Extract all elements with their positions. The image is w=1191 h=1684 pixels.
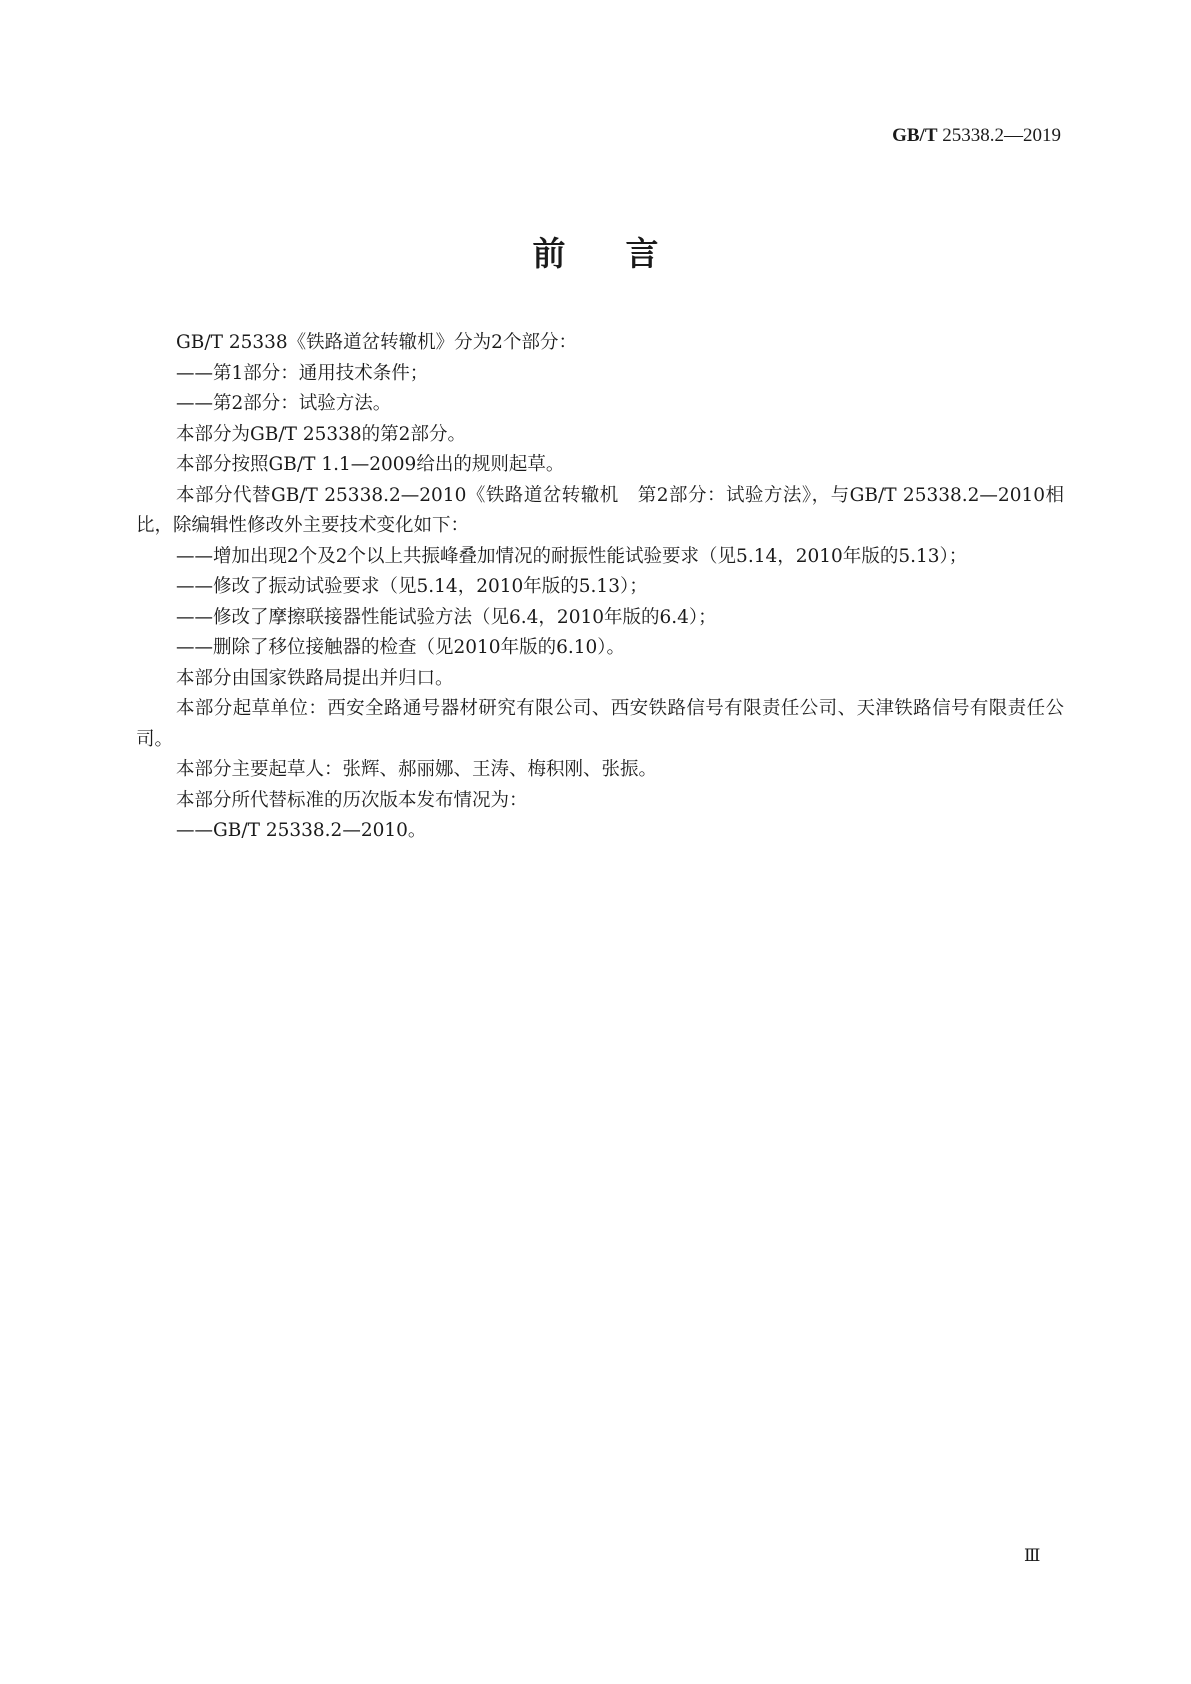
paragraph-this-part: 本部分为GB/T 25338的第2部分。 — [176, 423, 466, 445]
list-item-change-4: ——删除了移位接触器的检查（见2010年版的6.10）。 — [176, 637, 626, 658]
document-code — [892, 125, 1061, 147]
paragraph-previous-editions: 本部分所代替标准的历次版本发布情况为： — [176, 789, 528, 811]
paragraph-drafting-units: 本部分起草单位：西安全路通号器材研究有限公司、西安铁路信号有限责任公司、天津铁路信号有限责任公司。 — [136, 698, 1064, 750]
list-item-change-1: ——增加出现2个及2个以上共振峰叠加情况的耐振性能试验要求（见5.14，2010年版的5.13）； — [176, 545, 968, 567]
document-code-prefix: GB/T — [892, 125, 938, 146]
page-number: Ⅲ — [1024, 1546, 1041, 1565]
list-item-part-2: ——第2部分：试验方法。 — [176, 393, 392, 414]
paragraph-replaces: 本部分代替GB/T 25338.2—2010《铁路道岔转辙机 第2部分：试验方法》，与GB/T 25338.2—2010相比，除编辑性修改外主要技术变化如下： — [136, 484, 1064, 536]
list-item-change-3: ——修改了摩擦联接器性能试验方法（见6.4，2010年版的6.4）； — [176, 606, 717, 628]
list-item-change-2: ——修改了振动试验要求（见5.14，2010年版的5.13）； — [176, 576, 648, 597]
list-item-part-1: ——第1部分：通用技术条件； — [176, 362, 429, 384]
list-item-previous-edition: ——GB/T 25338.2—2010。 — [176, 820, 427, 841]
page-title: 前言 — [532, 234, 719, 273]
preface-body — [136, 328, 1064, 847]
document-code-number: 25338.2—2019 — [942, 125, 1061, 146]
paragraph-proposed-by: 本部分由国家铁路局提出并归口。 — [176, 667, 454, 689]
paragraph-drafters: 本部分主要起草人：张辉、郝丽娜、王涛、梅积刚、张振。 — [176, 759, 658, 780]
paragraph-drafting-rules: 本部分按照GB/T 1.1—2009给出的规则起草。 — [176, 454, 565, 475]
paragraph-parts-overview: GB/T 25338《铁路道岔转辙机》分为2个部分： — [176, 332, 577, 353]
